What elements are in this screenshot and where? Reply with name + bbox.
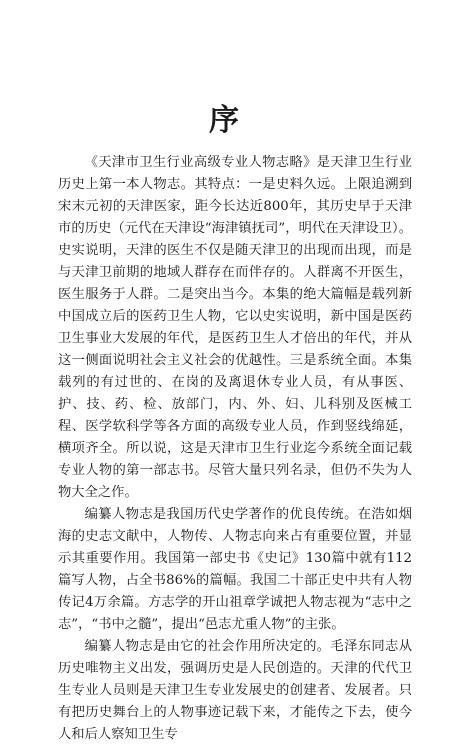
paragraph-3: 编纂人物志是由它的社会作用所决定的。毛泽东同志从历史唯物主义出发，强调历史是人民创造的。天津的代代卫生专业人员则是天津卫生专业发展史的创建者、发展者。只有把历史舞台上的人物事迹记载下来，才能传之下去，使今人和后人察知卫生专 bbox=[58, 639, 412, 742]
paragraph-2: 编纂人物志是我国历代史学著作的优良传统。在浩如烟海的史志文献中，人物传、人物志向来占有重要位置，并显示其重要作用。我国第一部史书《史记》130篇中就有112篇写人物，占全书86%的篇幅。我国二十部正史中共有人物传记4万余篇。方志学的开山祖章学诚把人物志视为“志中之志”，“书中之髓”，提出“邑志尤重人物”的主张。 bbox=[58, 507, 412, 632]
paragraph-1: 《天津市卫生行业高级专业人物志略》是天津卫生行业历史上第一本人物志。其特点：一是史料久远。上限追溯到宋末元初的天津医家，距今长达近800年，其历史早于天津市的历史（元代在天津设“海津镇抚司”，明代在天津设卫）。史实说明，天津的医生不仅是随天津卫的出现而出现，而是与天津卫前期的地域人群存在而伴存的。人群离不开医生，医生服务于人群。二是突出当今。本集的绝大篇幅是载列新中国成立后的医药卫生人物，它以史实说明，新中国是医药卫生事业大发展的年代，是医药卫生人才倍出的年代，并从这一侧面说明社会主义社会的优越性。三是系统全面。本集载列的有过世的、在岗的及离退休专业人员，有从事医、护、技、药、检、放部门，内、外、妇、儿科别及医械工程、医学软科学等各方面的高级专业人员，作到竖线绵延，横项齐全。所以说，这是天津市卫生行业迄今系统全面记载专业人物的第一部志书。尽管大量只列名录，但仍不失为人物大全之作。 bbox=[58, 155, 412, 500]
page-title: 序 bbox=[209, 103, 241, 138]
